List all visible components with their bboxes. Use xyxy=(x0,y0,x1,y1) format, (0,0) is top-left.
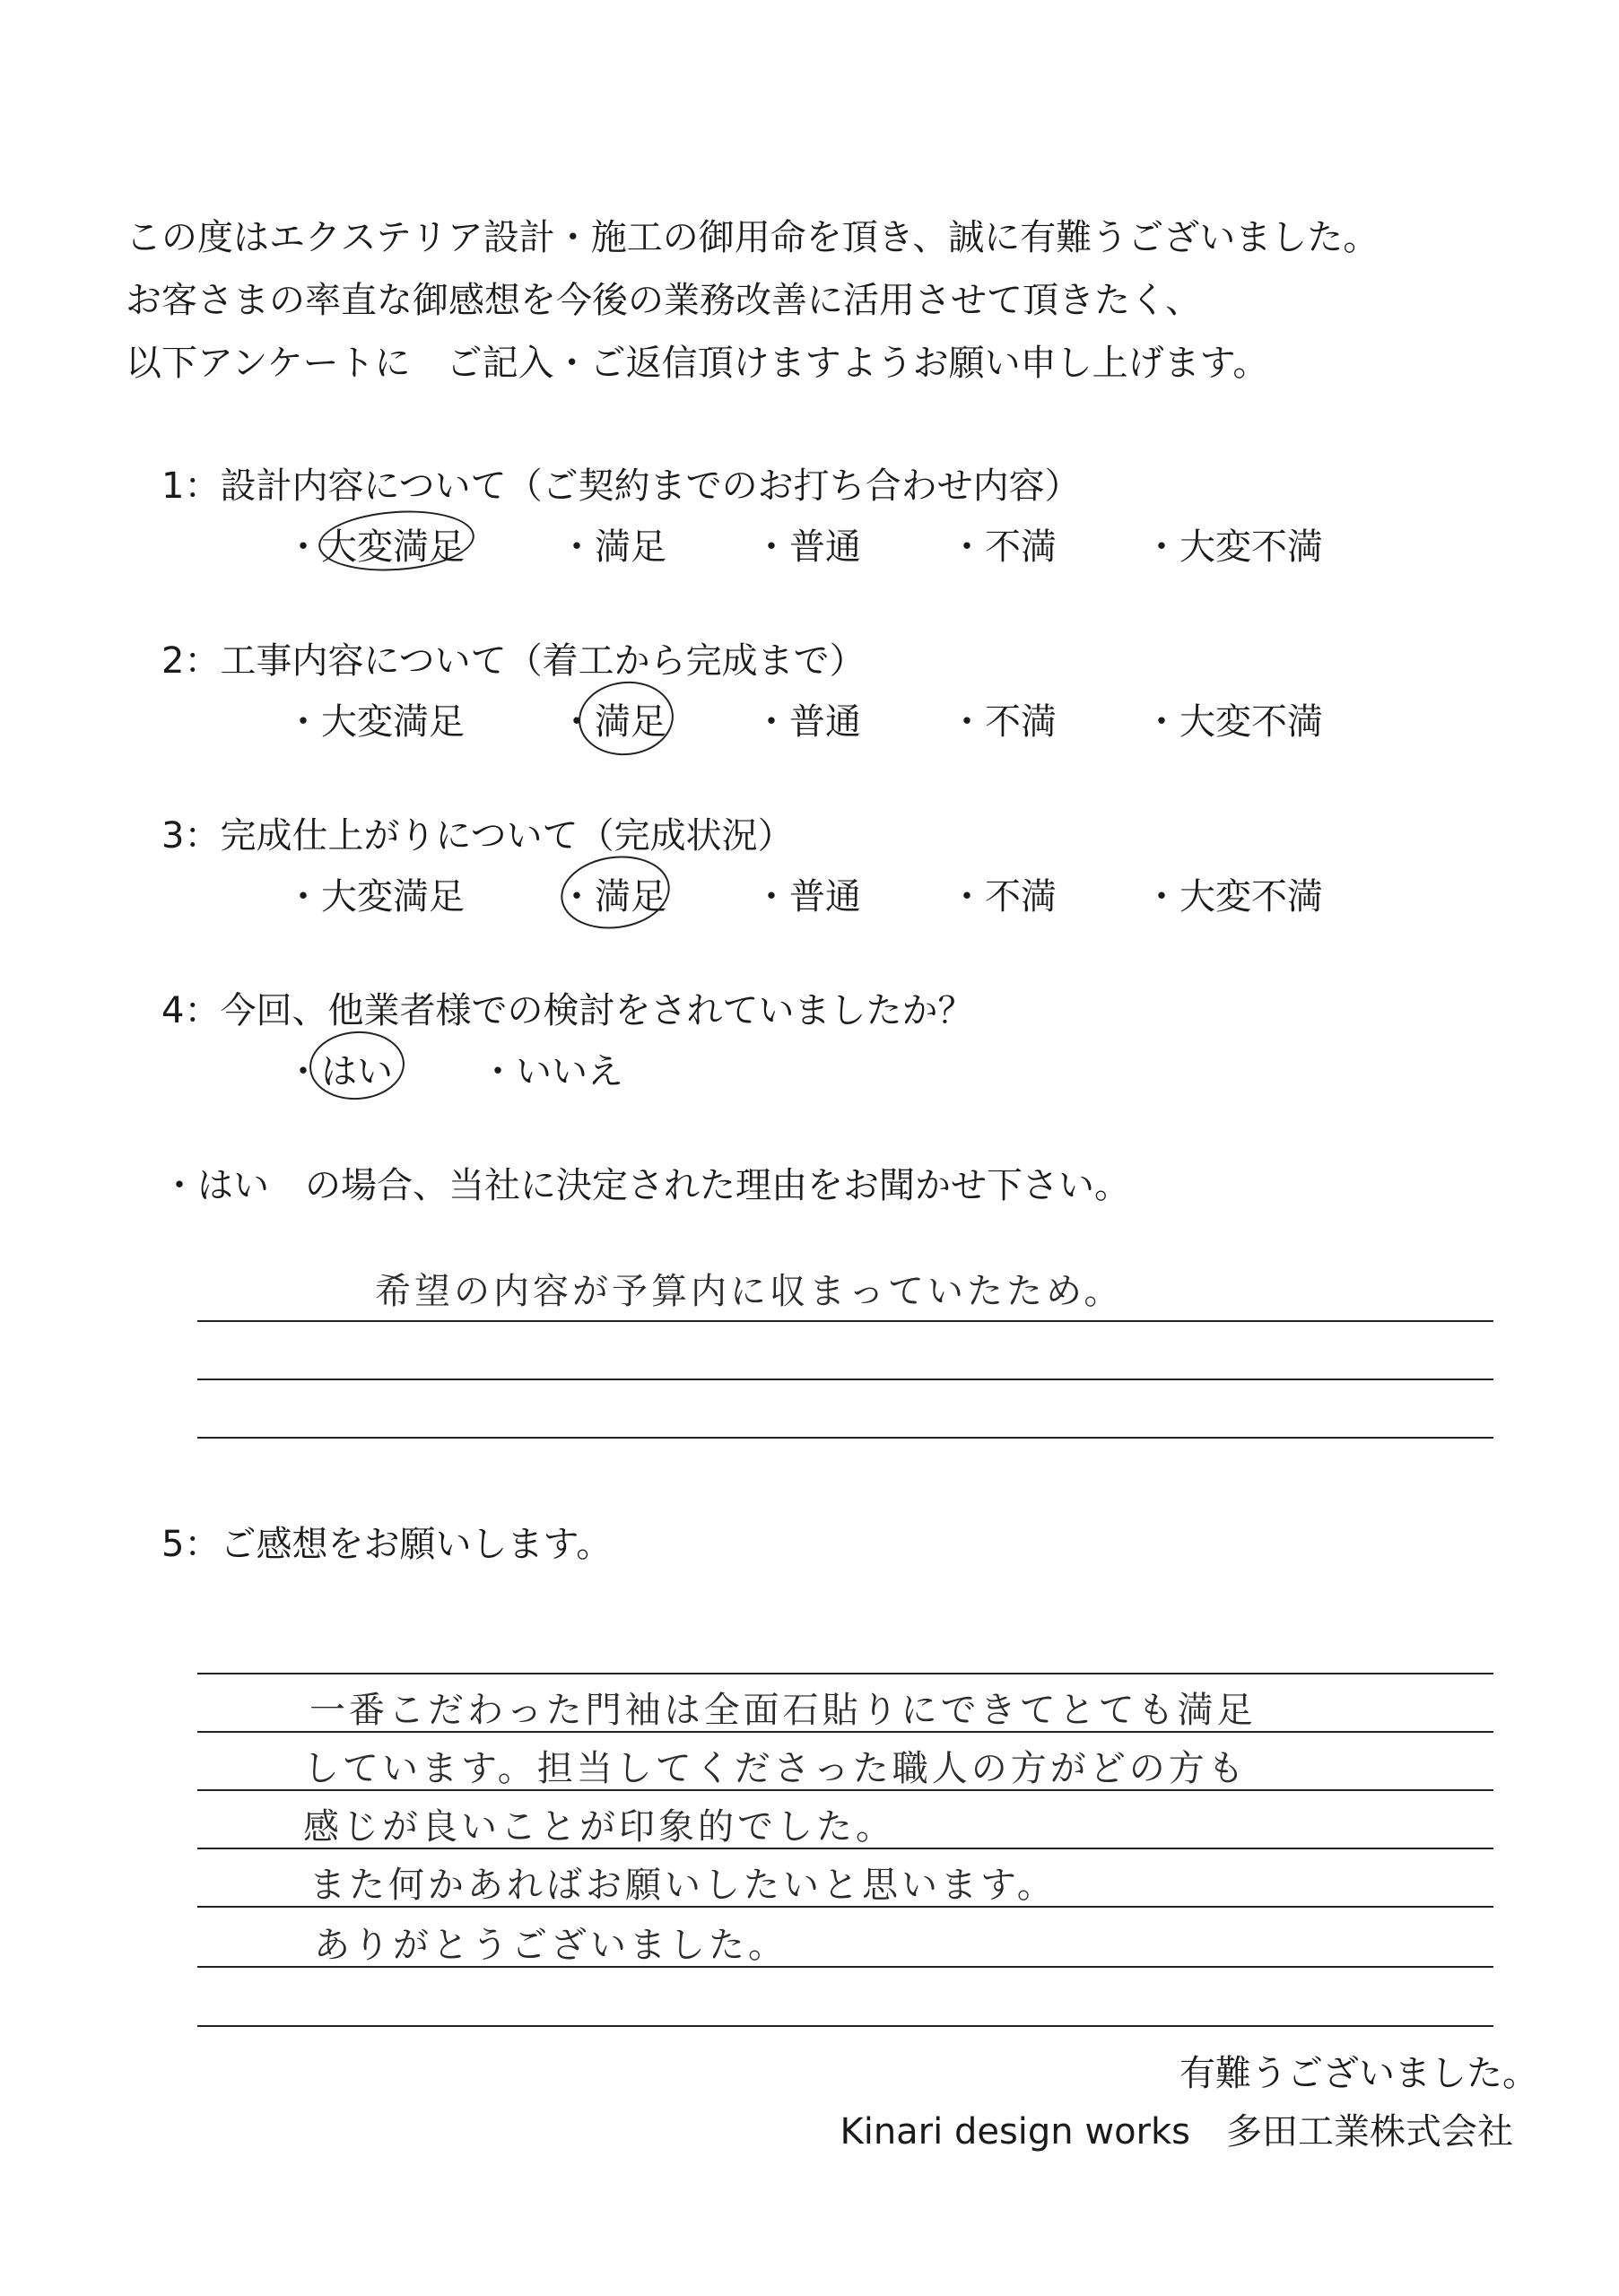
q3-option-very-satisfied: ・大変満足 xyxy=(285,876,465,918)
q1-option-very-satisfied: ・大変満足 xyxy=(285,526,465,568)
footer-company: Kinari design works 多田工業株式会社 xyxy=(840,2111,1513,2152)
q2-option-very-unsatisfied: ・大変不満 xyxy=(1144,701,1323,743)
footer-thanks: 有難うございました。 xyxy=(1179,2053,1538,2094)
q2-option-normal: ・普通 xyxy=(753,701,861,743)
reason-rule-2 xyxy=(197,1378,1493,1380)
feedback-rule-7 xyxy=(197,2025,1493,2027)
feedback-rule-4 xyxy=(197,1848,1493,1849)
intro-line-3: 以下アンケートに ご記入・ご返信頂けますようお願い申し上げます。 xyxy=(126,343,1269,384)
question-4-label: 4：今回、他業者様での検討をされていましたか？ xyxy=(161,990,974,1031)
reason-rule-1 xyxy=(197,1320,1493,1322)
q1-option-satisfied: ・満足 xyxy=(559,526,666,568)
q2-option-unsatisfied: ・不満 xyxy=(949,701,1057,743)
q3-option-satisfied: ・満足 xyxy=(559,876,666,918)
feedback-line-2: しています。担当してくださった職人の方がどの方も xyxy=(303,1748,1248,1789)
feedback-rule-5 xyxy=(197,1906,1493,1908)
q4-option-no: ・いいえ xyxy=(480,1051,623,1092)
feedback-rule-6 xyxy=(197,1966,1493,1968)
q2-option-very-satisfied: ・大変満足 xyxy=(285,701,465,743)
question-2-label: 2：工事内容について（着工から完成まで） xyxy=(161,640,866,682)
reason-answer: 希望の内容が予算内に収まっていたため。 xyxy=(375,1271,1124,1312)
q3-option-normal: ・普通 xyxy=(753,876,861,918)
feedback-rule-1 xyxy=(197,1673,1493,1674)
feedback-line-3: 感じが良いことが印象的でした。 xyxy=(303,1806,895,1848)
feedback-label: 5：ご感想をお願いします。 xyxy=(161,1524,613,1565)
feedback-rule-3 xyxy=(197,1789,1493,1791)
q3-option-unsatisfied: ・不満 xyxy=(949,876,1057,918)
q4-option-yes: ・はい xyxy=(285,1051,393,1092)
q1-option-normal: ・普通 xyxy=(753,526,861,568)
q2-option-satisfied: ・満足 xyxy=(559,701,666,743)
intro-line-1: この度はエクステリア設計・施工の御用命を頂き、誠に有難うございました。 xyxy=(126,217,1380,258)
question-1-label: 1：設計内容について（ご契約までのお打ち合わせ内容） xyxy=(161,465,1081,507)
feedback-line-1: 一番こだわった門袖は全面石貼りにできてとても満足 xyxy=(309,1690,1257,1731)
q1-option-very-unsatisfied: ・大変不満 xyxy=(1144,526,1323,568)
feedback-rule-2 xyxy=(197,1731,1493,1733)
reason-rule-3 xyxy=(197,1437,1493,1439)
feedback-line-5: ありがとうございました。 xyxy=(314,1925,788,1966)
feedback-line-4: また何かあればお願いしたいと思います。 xyxy=(309,1865,1057,1906)
reason-label: ・はい の場合、当社に決定された理由をお聞かせ下さい。 xyxy=(161,1165,1130,1206)
question-3-label: 3：完成仕上がりについて（完成状況） xyxy=(161,815,794,857)
q1-option-unsatisfied: ・不満 xyxy=(949,526,1057,568)
q3-option-very-unsatisfied: ・大変不満 xyxy=(1144,876,1323,918)
intro-line-2: お客さまの率直な御感想を今後の業務改善に活用させて頂きたく、 xyxy=(126,280,1202,321)
